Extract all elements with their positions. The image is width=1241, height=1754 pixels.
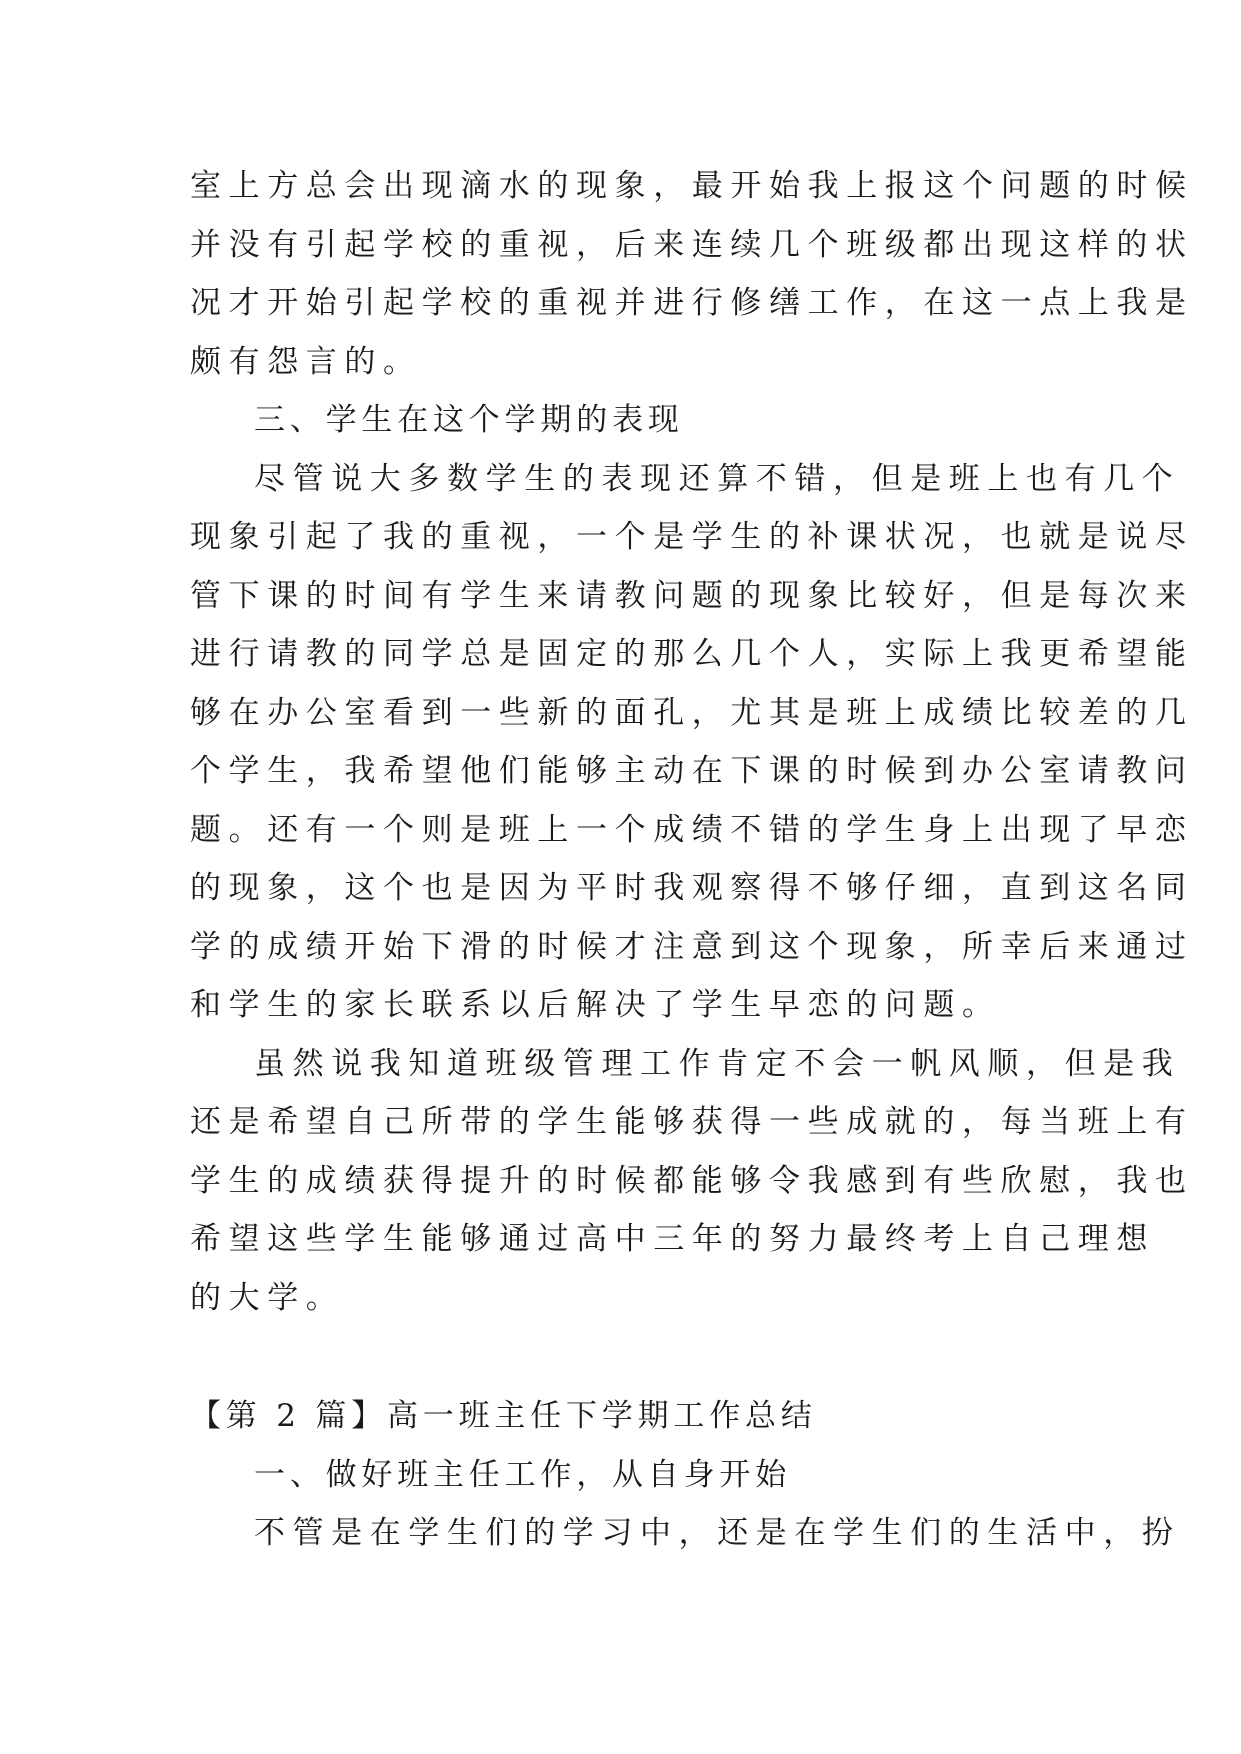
section-two-tail-paragraph [190,157,1194,391]
article-two-section-heading: 一、做好班主任工作，从自身开始 [254,1456,791,1493]
text-line: 个学生，我希望他们能够主动在下课的时候到办公室请教问 [190,753,1194,789]
text-line: 现象引起了我的重视，一个是学生的补课状况，也就是说尽 [190,519,1194,555]
text-line: 还是希望自己所带的学生能够获得一些成就的，每当班上有 [190,1104,1194,1140]
text-line: 况才开始引起学校的重视并进行修缮工作，在这一点上我是 [190,285,1194,321]
text-line: 颇有怨言的。 [190,343,422,380]
text-line: 管下课的时间有学生来请教问题的现象比较好，但是每次来 [190,577,1194,614]
document-body [190,157,1194,1563]
text-line: 虽然说我知道班级管理工作肯定不会一帆风顺，但是我 [254,1045,1181,1082]
text-line: 够在办公室看到一些新的面孔，尤其是班上成绩比较差的几 [190,694,1194,731]
text-line: 和学生的家长联系以后解决了学生早恋的问题。 [190,987,1001,1023]
section-three-heading: 三、学生在这个学期的表现 [254,402,684,438]
text-line: 题。还有一个则是班上一个成绩不错的学生身上出现了早恋 [190,811,1194,848]
text-line: 希望这些学生能够通过高中三年的努力最终考上自己理想 [190,1221,1155,1257]
text-line: 的大学。 [190,1279,345,1316]
text-line: 学的成绩开始下滑的时候才注意到这个现象，所幸后来通过 [190,928,1194,965]
text-line: 学生的成绩获得提升的时候都能够令我感到有些欣慰，我也 [190,1162,1194,1199]
text-line: 尽管说大多数学生的表现还算不错，但是班上也有几个 [254,460,1181,497]
text-line: 室上方总会出现滴水的现象，最开始我上报这个问题的时候 [190,168,1194,204]
student-performance-paragraph [190,450,1194,1035]
text-line: 并没有引起学校的重视，后来连续几个班级都出现这样的状 [190,226,1194,263]
text-line: 的现象，这个也是因为平时我观察得不够仔细，直到这名同 [190,870,1194,906]
text-line: 进行请教的同学总是固定的那么几个人，实际上我更希望能 [190,636,1194,672]
paragraph-gap [190,1327,1056,1387]
closing-paragraph [190,1035,1194,1328]
article-two-title: 【第 2 篇】高一班主任下学期工作总结 [190,1398,817,1434]
text-line: 不管是在学生们的学习中，还是在学生们的生活中，扮 [254,1515,1181,1551]
